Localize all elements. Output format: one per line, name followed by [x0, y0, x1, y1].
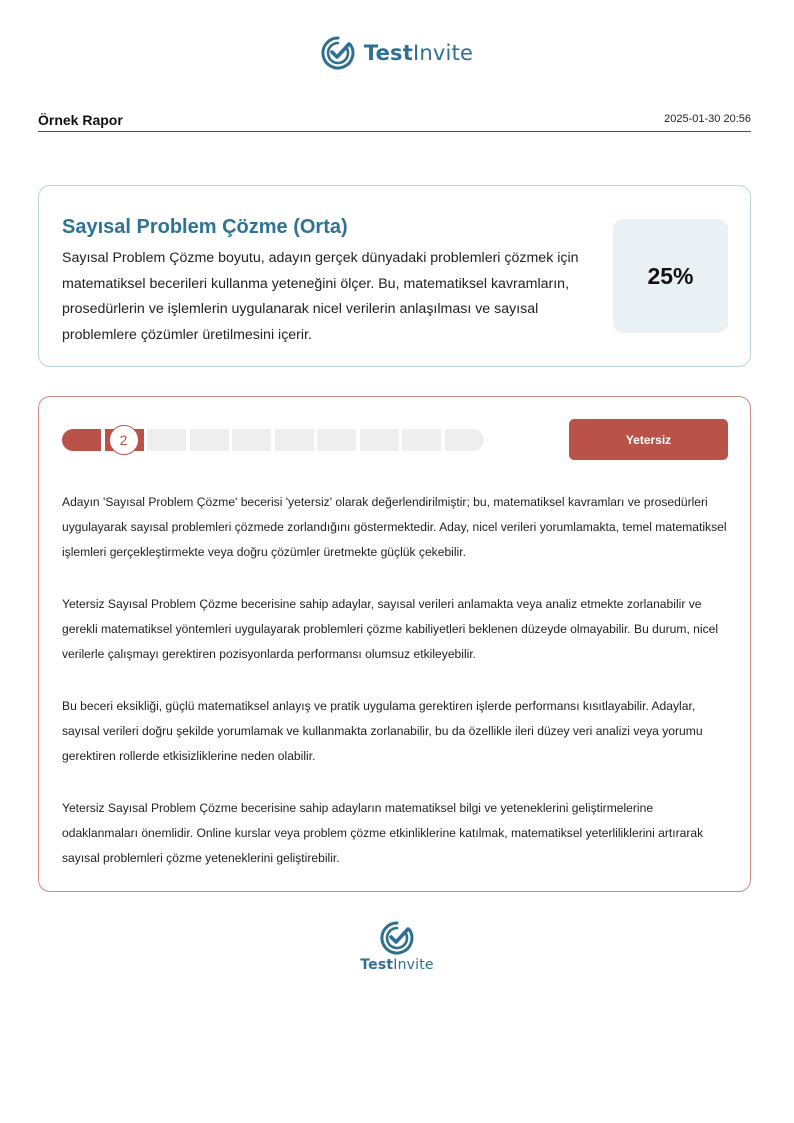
level-segment	[275, 429, 314, 451]
verdict-label: Yetersiz	[625, 432, 672, 447]
score-value: 25%	[647, 262, 694, 289]
brand-name: TestInvite	[360, 957, 434, 973]
summary-card	[38, 185, 751, 367]
report-header	[38, 112, 751, 132]
paragraph: Yetersiz Sayısal Problem Çözme becerisine sahip adayların matematiksel bilgi ve yeteneklerini geliştirmelerine odaklanmaları önemlidir. Online kurslar veya problem çözme etkinliklerine katılmak, matematiksel yeterliliklerini artırarak sayısal problemleri çözme yeteneklerini geliştirebilir.	[62, 801, 704, 865]
skill-description: Sayısal Problem Çözme boyutu, adayın gerçek dünyadaki problemleri çözmek için matematiksel becerileri kullanma yeteneğini ölçer. Bu, matematiksel kavramların, prosedürlerin ve işlemlerin uygulanarak nicel verilerin anlaşılması ve sayısal problemlere çözümler üretilmesini içerir.	[62, 250, 579, 343]
level-marker: 2	[109, 425, 139, 455]
score-badge	[613, 219, 728, 333]
detail-card	[38, 396, 751, 892]
level-segment-filled	[105, 429, 144, 451]
skill-title: Sayısal Problem Çözme (Orta)	[62, 216, 348, 238]
level-segment	[445, 429, 484, 451]
report-date: 2025-01-30 20:56	[664, 113, 751, 125]
verdict-badge	[569, 419, 728, 460]
report-title: Örnek Rapor	[38, 112, 123, 128]
logo-check-icon	[321, 36, 355, 70]
footer-logo	[0, 921, 794, 973]
level-bar	[62, 429, 484, 451]
paragraph: Yetersiz Sayısal Problem Çözme becerisine sahip adaylar, sayısal verileri anlamakta veya analiz etmekte zorlanabilir ve gerekli matematiksel yöntemleri uygulayarak problemleri çözme kabiliyetleri beklenen düzeyde olmayabilir. Bu durum, nicel verilerle çalışmayı gerektiren pozisyonlarda performansı olumsuz etkileyebilir.	[62, 597, 719, 661]
level-segment	[317, 429, 356, 451]
header-logo	[0, 36, 794, 70]
logo-check-icon	[380, 921, 414, 955]
level-segment	[190, 429, 229, 451]
level-segment	[147, 429, 186, 451]
level-segment	[402, 429, 441, 451]
level-segment	[360, 429, 399, 451]
brand-name: TestInvite	[363, 41, 474, 65]
level-segment-filled	[62, 429, 101, 451]
level-segment	[232, 429, 271, 451]
paragraph: Adayın 'Sayısal Problem Çözme' becerisi 'yetersiz' olarak değerlendirilmiştir; bu, matematiksel kavramları ve prosedürleri uygulayarak sayısal problemleri çözmede zorlandığını göstermektedir. Aday, nicel verileri yorumlamakta, temel matematiksel işlemleri gerçekleştirmekte veya doğru çözümler üretmekte güçlük çekebilir.	[62, 495, 727, 559]
paragraph: Bu beceri eksikliği, güçlü matematiksel anlayış ve pratik uygulama gerektiren işlerde performansı kısıtlayabilir. Adaylar, sayısal verileri doğru şekilde yorumlamak ve kullanmakta zorlanabilir, bu da özellikle ileri düzey veri analizi veya yorumu gerektiren rollerde etkisizliklerine neden olabilir.	[62, 699, 703, 763]
assessment-text	[62, 490, 730, 898]
